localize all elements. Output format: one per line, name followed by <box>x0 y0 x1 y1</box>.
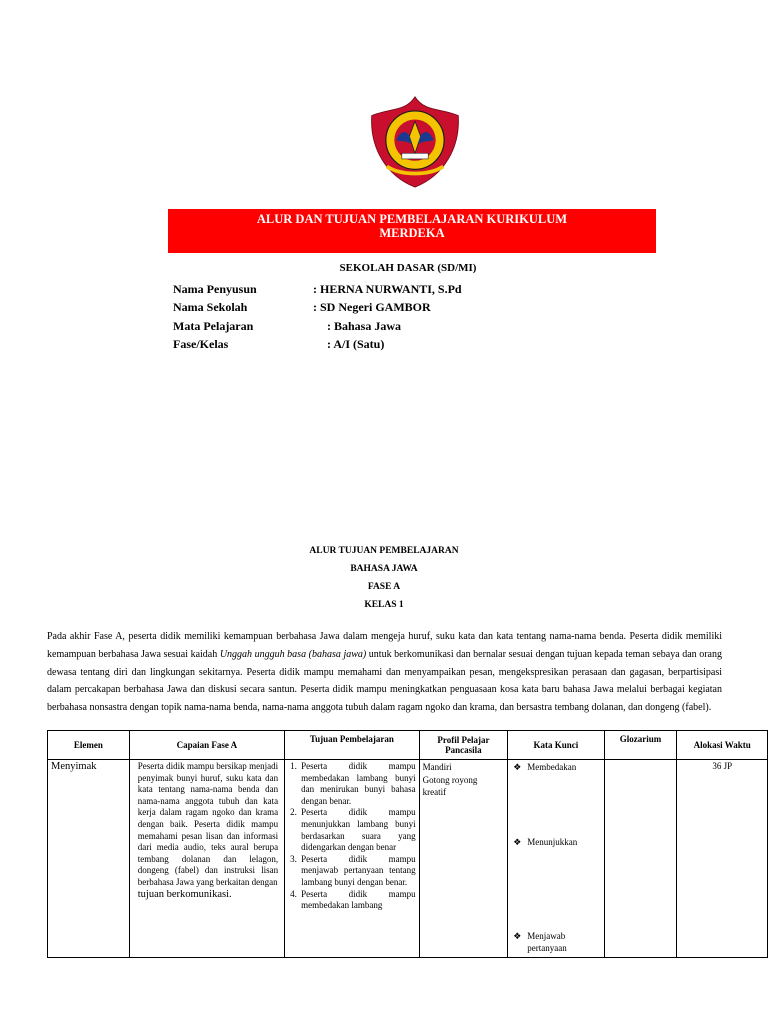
cell-alokasi: 36 JP <box>677 760 768 958</box>
info-label: Nama Penyusun <box>173 282 257 296</box>
header-kata-kunci: Kata Kunci <box>508 731 604 760</box>
keyword-text: Menunjukkan <box>527 837 578 847</box>
cell-glozarium <box>604 760 677 958</box>
info-value: : Bahasa Jawa <box>327 318 402 333</box>
section-grade: KELAS 1 <box>364 600 404 610</box>
keyword-item <box>513 836 577 848</box>
profil-item: Mandiri <box>422 762 452 772</box>
header-glozarium: Glozarium <box>604 731 677 760</box>
cell-tujuan <box>285 760 419 958</box>
header-elemen: Elemen <box>48 731 130 760</box>
header-alokasi: Alokasi Waktu <box>677 731 768 760</box>
keyword-item <box>513 930 583 954</box>
keyword-item <box>513 761 576 773</box>
title-banner <box>168 209 656 253</box>
capaian-text: Peserta didik mampu bersikap menjadi penyimak bunyi huruf, suku kata dan kata tentang nama-nama benda dan nama-nama anggota tubuh dan kata kerja dalam ragam ngoko dan krama dengan baik. Peserta didik mampu memahami pesan lisan dan informasi dari media audio, teks aural berupa tembang dolanan dan lelagon, dongeng (fabel) dan instruksi lisan berbahasa Jawa yang berkaitan dengan <box>137 761 279 887</box>
intro-paragraph <box>47 628 722 717</box>
section-subject: BAHASA JAWA <box>350 564 418 574</box>
cell-elemen: Menyimak <box>48 760 130 958</box>
tujuan-item: 1. Peserta didik mampu membedakan lambang bunyi dan menirukan bunyi bahasa dengan benar. <box>299 761 415 807</box>
keyword-text: Membedakan <box>527 762 577 772</box>
cell-profil <box>419 760 508 958</box>
info-label: Fase/Kelas <box>173 336 229 351</box>
info-value: : A/I (Satu) <box>327 336 385 351</box>
header-capaian: Capaian Fase A <box>129 731 284 760</box>
profil-item: kreatif <box>422 787 447 797</box>
banner-line-1: ALUR DAN TUJUAN PEMBELAJARAN KURIKULUM <box>256 212 568 226</box>
diamond-bullet-icon: ❖ <box>513 837 522 847</box>
cell-capaian <box>129 760 284 958</box>
info-label: Mata Pelajaran <box>173 318 254 333</box>
info-label: Nama Sekolah <box>173 300 248 315</box>
info-value: : HERNA NURWANTI, S.Pd <box>313 282 462 296</box>
diamond-bullet-icon: ❖ <box>513 762 522 772</box>
learning-table <box>47 730 768 958</box>
tujuan-item: 4. Peserta didik mampu membedakan lambang <box>299 889 415 912</box>
banner-line-2: MERDEKA <box>379 226 445 240</box>
tujuan-item: 3. Peserta didik mampu menjawab pertanyaan tentang lambang bunyi dengan benar. <box>299 854 415 889</box>
header-profil: Profil Pelajar Pancasila <box>419 731 508 760</box>
tujuan-item: 2. Peserta didik mampu menunjukkan lambang bunyi berdasarkan suara yang didengarkan dengan benar <box>299 807 415 853</box>
section-title: ALUR TUJUAN PEMBELAJARAN <box>309 546 459 556</box>
diamond-bullet-icon: ❖ <box>513 931 522 941</box>
profil-item: Gotong royong <box>422 774 478 785</box>
header-tujuan: Tujuan Pembelajaran <box>285 731 419 760</box>
paragraph-text-1: Pada akhir Fase A, peserta didik memiliki kemampuan berbahasa Jawa dalam mengeja huruf, suku kata dan kata tentang nama-nama benda. Peserta didik memiliki kemampuan berbahasa Jawa sesuai kaidah <box>47 631 722 660</box>
cell-kata-kunci <box>508 760 604 958</box>
tut-wuri-handayani-logo <box>368 95 462 189</box>
table-header-row <box>48 731 768 760</box>
paragraph-text-2: untuk berkomunikasi dan bernalar sesuai dengan tujuan kepada teman sebaya dan orang dewasa tentang diri dan lingkungan sekitarnya. Peserta didik mampu memahami dan menyampaikan pesan, mengekspresikan perasaan dan gagasan, berpartisipasi dalam percakapan berbahasa Jawa dan diskusi secara santun. Peserta didik mampu meningkatkan penguasaan kosa kata baru bahasa Jawa melalui berbagai kegiatan berbahasa nonsastra dengan topik nama-nama benda, nama-nama anggota tubuh dalam ragam ngoko dan krama, dan bersastra tembang dolanan, dan dongeng (fabel). <box>47 648 722 714</box>
paragraph-italic: Unggah ungguh basa (bahasa jawa) <box>219 648 367 660</box>
keyword-text: Menjawab pertanyaan <box>527 931 567 953</box>
section-phase: FASE A <box>367 582 401 592</box>
table-row <box>48 760 768 958</box>
tujuan-list <box>287 761 415 912</box>
school-level: SEKOLAH DASAR (SD/MI) <box>339 262 477 274</box>
capaian-text-last: tujuan berkomunikasi. <box>137 888 232 900</box>
info-value: : SD Negeri GAMBOR <box>313 300 431 315</box>
